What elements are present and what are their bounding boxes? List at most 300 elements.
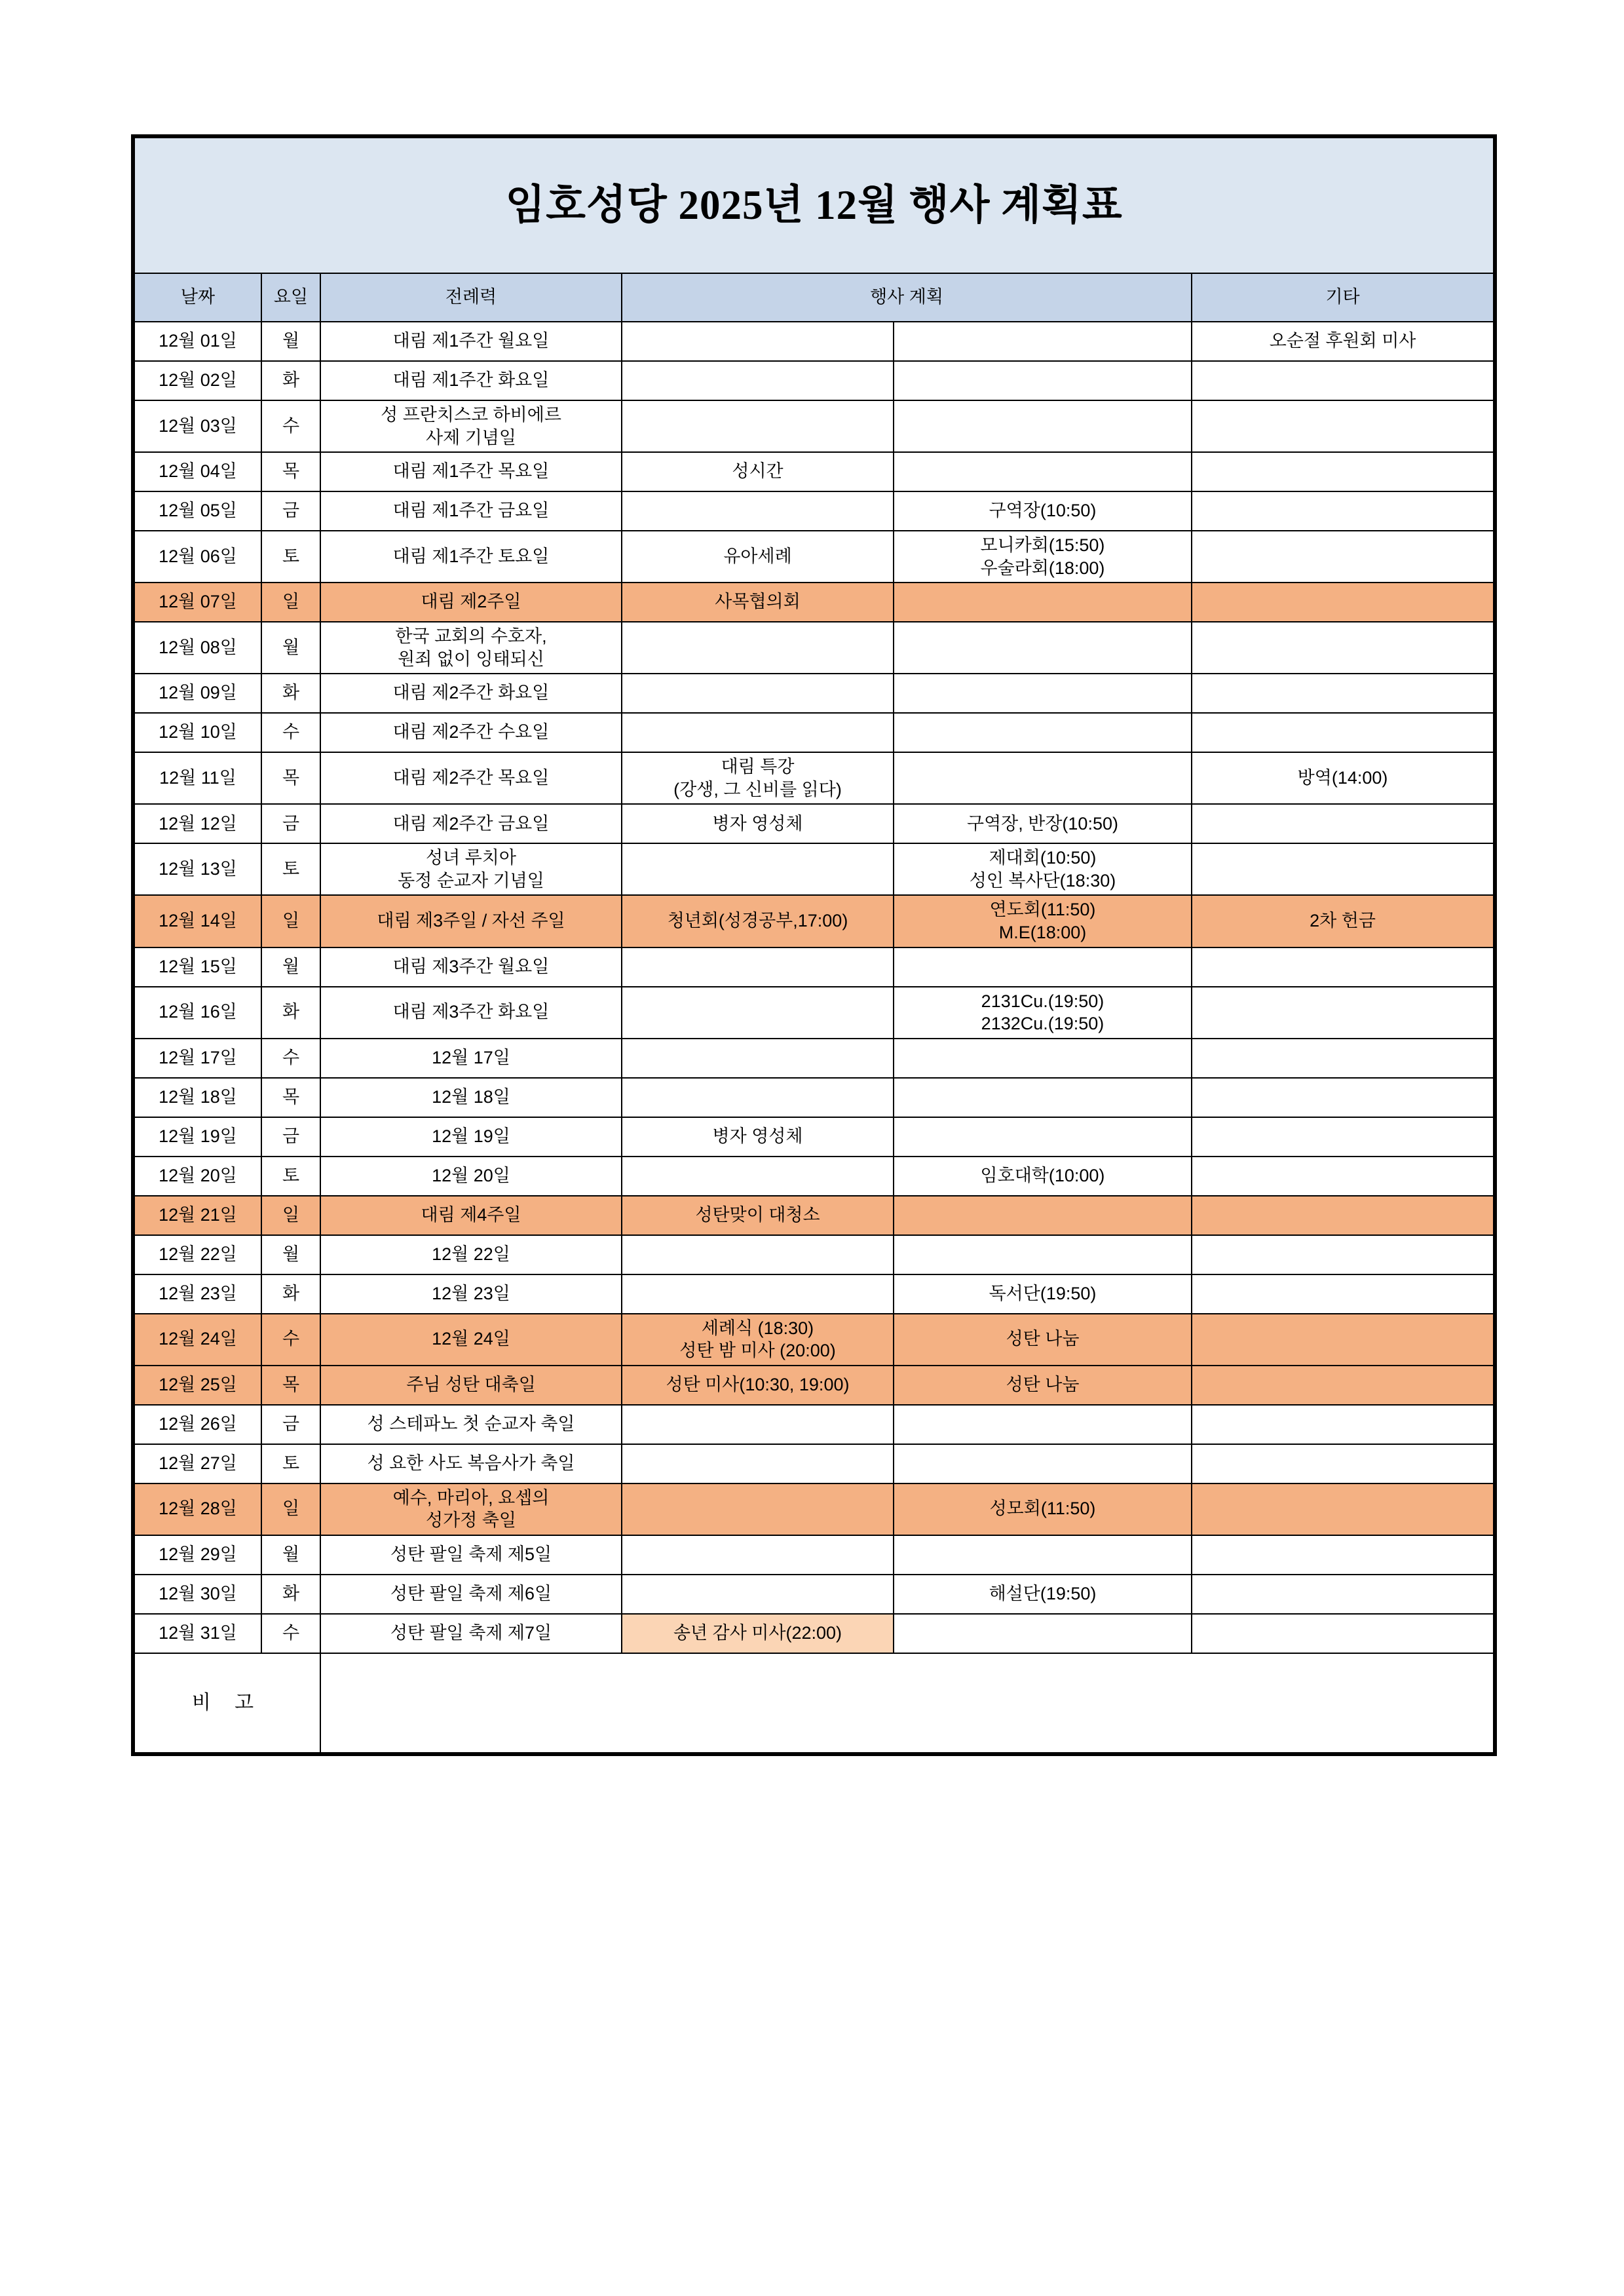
row-date-text: 12월 16일: [159, 1002, 237, 1022]
row-event-secondary: [894, 1483, 1192, 1535]
row-event-primary-text: [622, 1174, 893, 1179]
row-etc: [1192, 1483, 1495, 1535]
row-date: [133, 1405, 261, 1444]
row-etc: [1192, 843, 1495, 895]
row-event-secondary-text: 임호대학(10:00): [980, 1165, 1105, 1185]
row-etc-text: [1192, 1383, 1493, 1388]
row-etc-text: [1192, 1292, 1493, 1297]
row-date: [133, 1157, 261, 1196]
row-liturgy-text: 대림 제1주간 목요일: [392, 461, 550, 482]
row-liturgy-text: 성녀 루치아 동정 순교자 기념일: [398, 848, 544, 890]
row-etc-text: [1192, 469, 1493, 474]
row-event-primary-text: [622, 339, 893, 344]
table-row: [133, 452, 1495, 491]
row-weekday: [261, 1535, 320, 1575]
row-date: [133, 843, 261, 895]
row-etc-text: [1192, 600, 1493, 605]
row-event-primary: [622, 843, 894, 895]
row-date-text: 12월 03일: [159, 415, 237, 436]
table-row: [133, 804, 1495, 843]
row-date-text: 12월 05일: [159, 501, 237, 521]
row-etc-text: [1192, 1213, 1493, 1218]
row-event-primary: [622, 1235, 894, 1274]
row-date: [133, 1444, 261, 1483]
row-liturgy: [320, 713, 622, 752]
row-date-text: 12월 30일: [159, 1584, 237, 1604]
row-liturgy: [320, 583, 622, 622]
row-weekday-text: 일: [282, 592, 300, 612]
row-event-secondary: [894, 1405, 1192, 1444]
row-date: [133, 1535, 261, 1575]
page-title: 임호성당 2025년 12월 행사 계획표: [505, 182, 1123, 228]
row-etc: [1192, 583, 1495, 622]
table-row: [133, 752, 1495, 804]
row-event-secondary-text: [894, 730, 1191, 735]
table-row: [133, 1039, 1495, 1078]
row-etc: [1192, 1535, 1495, 1575]
row-event-secondary-text: [894, 1095, 1191, 1100]
row-liturgy: [320, 1117, 622, 1157]
row-weekday-text: 금: [282, 813, 300, 833]
row-weekday-text: 화: [282, 683, 300, 703]
row-event-primary-text: [622, 645, 893, 651]
row-etc: [1192, 1117, 1495, 1157]
row-event-primary-text: [622, 1461, 893, 1466]
row-etc-text: [1192, 821, 1493, 826]
row-event-primary: [622, 622, 894, 674]
row-event-primary-text: 유아세례: [723, 546, 792, 566]
row-etc: [1192, 895, 1495, 947]
row-event-secondary: [894, 531, 1192, 583]
row-event-primary-text: [622, 1506, 893, 1512]
table-row: [133, 1444, 1495, 1483]
row-liturgy-text: 12월 24일: [432, 1329, 510, 1349]
row-etc: [1192, 1575, 1495, 1614]
header-events: 행사 계획: [622, 273, 1192, 322]
row-weekday: [261, 400, 320, 452]
row-weekday: [261, 1614, 320, 1653]
row-weekday: [261, 1078, 320, 1117]
row-weekday: [261, 1235, 320, 1274]
row-liturgy-text: 대림 제2주간 화요일: [392, 683, 550, 703]
row-event-secondary-text: 독서단(19:50): [989, 1283, 1097, 1303]
row-event-primary-text: 대림 특강 (강생, 그 신비를 읽다): [673, 757, 842, 799]
row-weekday: [261, 895, 320, 947]
row-liturgy: [320, 1535, 622, 1575]
row-date-text: 12월 15일: [159, 956, 237, 976]
row-event-primary-text: [622, 1010, 893, 1015]
row-liturgy: [320, 400, 622, 452]
row-etc-text: [1192, 1252, 1493, 1257]
row-weekday: [261, 804, 320, 843]
row-event-secondary: [894, 1196, 1192, 1235]
row-event-primary: [622, 531, 894, 583]
row-event-secondary-text: [894, 1134, 1191, 1139]
row-event-primary-text: 청년회(성경공부,17:00): [667, 911, 848, 931]
table-row: [133, 1535, 1495, 1575]
row-etc: [1192, 1444, 1495, 1483]
row-etc: [1192, 1157, 1495, 1196]
row-weekday: [261, 1117, 320, 1157]
row-event-secondary: [894, 322, 1192, 361]
row-date: [133, 531, 261, 583]
row-weekday-text: 월: [282, 1244, 300, 1264]
row-date: [133, 1117, 261, 1157]
row-etc: [1192, 1274, 1495, 1314]
table-row: [133, 361, 1495, 400]
row-etc-text: 오순절 후원회 미사: [1269, 331, 1416, 351]
row-date-text: 12월 21일: [159, 1204, 237, 1225]
table-row: [133, 1366, 1495, 1405]
row-event-primary-text: 사목협의회: [715, 592, 801, 612]
row-event-secondary-text: 2131Cu.(19:50) 2132Cu.(19:50): [981, 991, 1105, 1034]
header-etc: 기타: [1192, 273, 1495, 322]
row-event-secondary-text: [894, 1252, 1191, 1257]
row-event-primary: [622, 361, 894, 400]
row-etc: [1192, 1039, 1495, 1078]
row-liturgy-text: 한국 교회의 수호자, 원죄 없이 잉태되신: [395, 626, 547, 669]
row-event-primary: [622, 1405, 894, 1444]
row-liturgy-text: 12월 22일: [432, 1244, 510, 1264]
table-row: [133, 674, 1495, 713]
row-event-secondary-text: 연도회(11:50) M.E(18:00): [989, 900, 1096, 943]
row-liturgy: [320, 674, 622, 713]
row-weekday-text: 수: [282, 415, 300, 436]
row-date: [133, 1274, 261, 1314]
row-liturgy-text: 성 프란치스코 하비에르 사제 기념일: [381, 405, 561, 448]
row-weekday-text: 월: [282, 956, 300, 976]
row-event-secondary-text: [894, 339, 1191, 344]
row-event-primary: [622, 713, 894, 752]
row-liturgy: [320, 1314, 622, 1366]
row-event-secondary: [894, 1157, 1192, 1196]
row-date-text: 12월 25일: [159, 1374, 237, 1394]
row-weekday: [261, 361, 320, 400]
row-weekday-text: 토: [282, 859, 300, 879]
row-etc: [1192, 674, 1495, 713]
row-liturgy: [320, 1366, 622, 1405]
row-etc-text: [1192, 1506, 1493, 1512]
table-row: [133, 713, 1495, 752]
row-liturgy-text: 대림 제1주간 월요일: [392, 331, 550, 351]
row-liturgy-text: 대림 제3주일 / 자선 주일: [377, 911, 565, 931]
row-liturgy: [320, 1078, 622, 1117]
row-weekday: [261, 583, 320, 622]
row-etc-text: [1192, 730, 1493, 735]
row-event-primary: [622, 1314, 894, 1366]
row-date-text: 12월 02일: [159, 370, 237, 391]
row-etc-text: [1192, 1010, 1493, 1015]
row-liturgy: [320, 1405, 622, 1444]
row-date: [133, 1039, 261, 1078]
row-date-text: 12월 29일: [159, 1544, 237, 1565]
row-event-secondary-text: 성모회(11:50): [989, 1499, 1096, 1519]
row-weekday-text: 금: [282, 501, 300, 521]
row-event-primary: [622, 400, 894, 452]
row-date: [133, 400, 261, 452]
row-weekday-text: 목: [282, 1374, 300, 1394]
row-event-secondary-text: [894, 1422, 1191, 1427]
row-event-primary-text: 송년 감사 미사(22:00): [673, 1623, 842, 1643]
row-etc-text: [1192, 1422, 1493, 1427]
row-weekday: [261, 622, 320, 674]
row-event-primary: [622, 674, 894, 713]
row-weekday-text: 일: [282, 911, 300, 931]
row-date: [133, 1366, 261, 1405]
row-weekday: [261, 843, 320, 895]
row-liturgy: [320, 1235, 622, 1274]
row-event-primary: [622, 895, 894, 947]
row-event-secondary: [894, 452, 1192, 491]
row-date: [133, 322, 261, 361]
row-weekday: [261, 1366, 320, 1405]
row-event-primary: [622, 1535, 894, 1575]
row-liturgy-text: 대림 제1주간 화요일: [392, 370, 550, 391]
title-row: [133, 136, 1495, 273]
table-row: [133, 947, 1495, 987]
row-etc-text: 방역(14:00): [1297, 768, 1388, 788]
row-event-primary-text: [622, 965, 893, 970]
row-weekday-text: 금: [282, 1126, 300, 1146]
row-etc: [1192, 322, 1495, 361]
row-etc: [1192, 713, 1495, 752]
row-liturgy: [320, 1196, 622, 1235]
row-etc-text: [1192, 1461, 1493, 1466]
row-event-secondary: [894, 1575, 1192, 1614]
row-event-primary-text: [622, 730, 893, 735]
row-date-text: 12월 12일: [159, 813, 237, 833]
row-etc-text: [1192, 1134, 1493, 1139]
table-row: [133, 1196, 1495, 1235]
row-event-primary-text: [622, 378, 893, 383]
row-date: [133, 804, 261, 843]
row-event-secondary: [894, 804, 1192, 843]
row-liturgy: [320, 987, 622, 1039]
row-event-primary-text: [622, 508, 893, 514]
table-row: [133, 1235, 1495, 1274]
row-event-primary: [622, 583, 894, 622]
row-date-text: 12월 31일: [159, 1623, 237, 1643]
row-liturgy: [320, 361, 622, 400]
row-date-text: 12월 09일: [159, 683, 237, 703]
row-event-secondary: [894, 1117, 1192, 1157]
row-etc: [1192, 1078, 1495, 1117]
row-liturgy: [320, 1483, 622, 1535]
row-liturgy: [320, 622, 622, 674]
row-date-text: 12월 19일: [159, 1126, 237, 1146]
row-etc-text: [1192, 691, 1493, 696]
row-weekday: [261, 1575, 320, 1614]
row-event-primary-text: 성시간: [732, 461, 784, 482]
row-event-primary: [622, 1614, 894, 1653]
row-date-text: 12월 13일: [159, 859, 237, 879]
row-weekday-text: 화: [282, 1584, 300, 1604]
row-liturgy: [320, 752, 622, 804]
row-liturgy-text: 대림 제2주간 수요일: [392, 722, 550, 742]
row-date: [133, 987, 261, 1039]
row-liturgy: [320, 947, 622, 987]
row-weekday-text: 월: [282, 637, 300, 657]
row-liturgy-text: 성탄 팔일 축제 제6일: [390, 1584, 552, 1604]
row-weekday: [261, 491, 320, 531]
row-liturgy-text: 대림 제3주간 화요일: [392, 1002, 550, 1022]
row-date-text: 12월 10일: [159, 722, 237, 742]
row-date-text: 12월 20일: [159, 1165, 237, 1185]
header-liturgy: 전례력: [320, 273, 622, 322]
row-event-secondary-text: [894, 469, 1191, 474]
row-etc: [1192, 400, 1495, 452]
row-event-primary: [622, 1575, 894, 1614]
row-date: [133, 947, 261, 987]
row-weekday-text: 화: [282, 1283, 300, 1303]
table-row: [133, 1274, 1495, 1314]
table-row: [133, 322, 1495, 361]
table-row: [133, 1314, 1495, 1366]
row-weekday-text: 토: [282, 1165, 300, 1185]
row-event-primary-text: [622, 1592, 893, 1597]
row-event-primary: [622, 1039, 894, 1078]
note-body-cell: [320, 1653, 1495, 1754]
row-weekday: [261, 987, 320, 1039]
row-weekday: [261, 1157, 320, 1196]
row-event-primary-text: 세례식 (18:30) 성탄 밤 미사 (20:00): [679, 1318, 836, 1361]
row-event-secondary: [894, 361, 1192, 400]
table-row: [133, 583, 1495, 622]
row-event-secondary: [894, 491, 1192, 531]
row-event-secondary-text: [894, 1631, 1191, 1636]
row-weekday: [261, 322, 320, 361]
row-event-primary-text: [622, 691, 893, 696]
row-liturgy-text: 12월 18일: [432, 1086, 510, 1107]
row-weekday-text: 화: [282, 1002, 300, 1022]
row-event-primary-text: 성탄 미사(10:30, 19:00): [666, 1374, 850, 1394]
row-event-primary: [622, 452, 894, 491]
row-etc: [1192, 361, 1495, 400]
row-liturgy-text: 대림 제1주간 금요일: [392, 501, 550, 521]
row-event-secondary: [894, 895, 1192, 947]
row-event-secondary: [894, 1535, 1192, 1575]
row-event-secondary: [894, 843, 1192, 895]
row-liturgy: [320, 895, 622, 947]
row-liturgy-text: 대림 제2주간 목요일: [392, 768, 550, 788]
row-event-secondary-text: [894, 965, 1191, 970]
row-event-secondary: [894, 1078, 1192, 1117]
table-row: [133, 895, 1495, 947]
row-event-secondary: [894, 622, 1192, 674]
row-etc-text: [1192, 1631, 1493, 1636]
note-label: 비 고: [191, 1692, 263, 1714]
row-event-primary-text: [622, 424, 893, 429]
row-date-text: 12월 06일: [159, 546, 237, 566]
row-etc-text: [1192, 645, 1493, 651]
row-liturgy-text: 대림 제4주일: [421, 1204, 521, 1225]
row-etc: [1192, 622, 1495, 674]
row-date-text: 12월 18일: [159, 1086, 237, 1107]
row-event-secondary: [894, 752, 1192, 804]
note-label-cell: [133, 1653, 320, 1754]
row-liturgy: [320, 1575, 622, 1614]
row-weekday: [261, 947, 320, 987]
row-weekday-text: 수: [282, 722, 300, 742]
table-row: [133, 1575, 1495, 1614]
header-date: 날짜: [133, 273, 261, 322]
row-weekday-text: 목: [282, 768, 300, 788]
row-liturgy: [320, 491, 622, 531]
table-footer: [133, 1653, 1495, 1754]
row-weekday: [261, 674, 320, 713]
row-liturgy: [320, 1444, 622, 1483]
row-event-primary-text: [622, 1252, 893, 1257]
row-liturgy: [320, 1614, 622, 1653]
table-row: [133, 843, 1495, 895]
table-row: [133, 1483, 1495, 1535]
row-liturgy: [320, 452, 622, 491]
table-row: [133, 987, 1495, 1039]
table-row: [133, 1078, 1495, 1117]
row-weekday-text: 수: [282, 1047, 300, 1067]
table-row: [133, 531, 1495, 583]
row-event-primary: [622, 1078, 894, 1117]
row-date: [133, 1196, 261, 1235]
row-liturgy-text: 12월 23일: [432, 1283, 510, 1303]
row-liturgy-text: 12월 20일: [432, 1165, 510, 1185]
row-weekday: [261, 1196, 320, 1235]
row-event-secondary: [894, 583, 1192, 622]
row-etc: [1192, 1366, 1495, 1405]
row-event-secondary-text: 구역장, 반장(10:50): [967, 813, 1118, 833]
row-event-secondary-text: [894, 691, 1191, 696]
row-date: [133, 491, 261, 531]
row-event-secondary: [894, 1614, 1192, 1653]
row-weekday-text: 월: [282, 331, 300, 351]
row-event-primary: [622, 752, 894, 804]
row-date-text: 12월 04일: [159, 461, 237, 482]
row-event-secondary-text: [894, 1461, 1191, 1466]
row-event-secondary-text: 성탄 나눔: [1006, 1374, 1080, 1394]
row-weekday-text: 수: [282, 1623, 300, 1643]
row-liturgy-text: 12월 19일: [432, 1126, 510, 1146]
row-event-primary: [622, 322, 894, 361]
table-row: [133, 1614, 1495, 1653]
row-date: [133, 713, 261, 752]
row-date: [133, 674, 261, 713]
table-body: [133, 136, 1495, 1653]
row-event-primary-text: [622, 1056, 893, 1061]
row-weekday: [261, 1444, 320, 1483]
row-date: [133, 1614, 261, 1653]
row-etc: [1192, 1235, 1495, 1274]
row-event-primary-text: 병자 영성체: [712, 1126, 803, 1146]
header-weekday: 요일: [261, 273, 320, 322]
row-date: [133, 583, 261, 622]
row-event-secondary-text: 제대회(10:50) 성인 복사단(18:30): [969, 848, 1116, 890]
row-date: [133, 1575, 261, 1614]
row-event-secondary-text: 성탄 나눔: [1006, 1329, 1080, 1349]
row-weekday: [261, 713, 320, 752]
row-event-secondary: [894, 1444, 1192, 1483]
row-liturgy-text: 성 요한 사도 복음사가 축일: [367, 1453, 575, 1473]
row-etc-text: [1192, 1095, 1493, 1100]
row-liturgy-text: 예수, 마리아, 요셉의 성가정 축일: [392, 1487, 550, 1531]
row-event-secondary: [894, 987, 1192, 1039]
row-event-secondary-text: 구역장(10:50): [989, 501, 1097, 521]
row-weekday-text: 월: [282, 1544, 300, 1565]
row-event-secondary-text: [894, 378, 1191, 383]
row-etc: [1192, 947, 1495, 987]
row-date: [133, 1078, 261, 1117]
row-etc: [1192, 452, 1495, 491]
row-event-primary: [622, 1117, 894, 1157]
